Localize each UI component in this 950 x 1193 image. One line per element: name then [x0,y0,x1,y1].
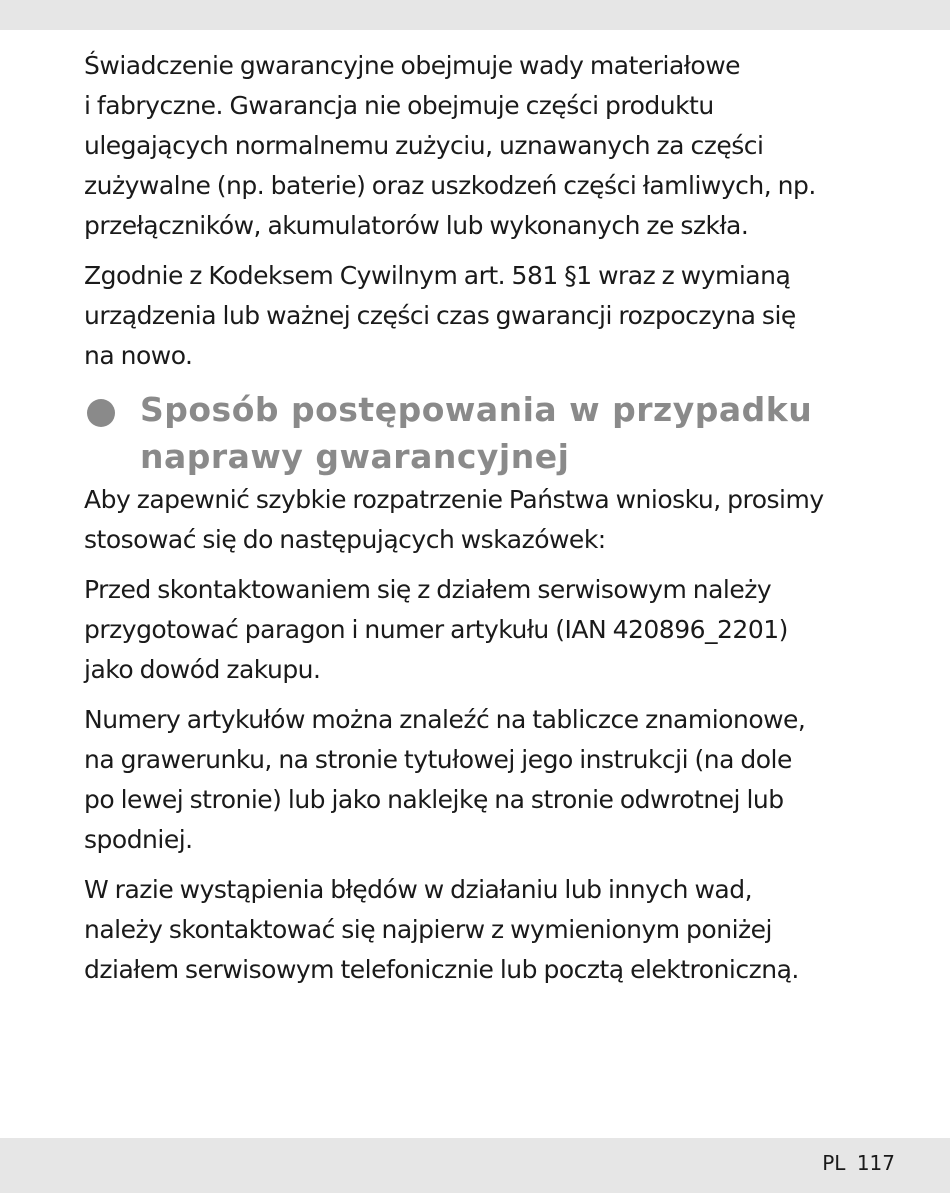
paragraph-contact-service [84,870,884,990]
text-line: na grawerunku, na stronie tytułowej jego instrukcji (na dole [84,745,792,774]
text-line: na nowo. [84,341,193,370]
page-number: 117 [856,1151,895,1175]
text-line: Aby zapewnić szybkie rozpatrzenie Państwa wniosku, prosimy [84,485,824,514]
text-line: przygotować paragon i numer artykułu (IAN 420896_2201) [84,615,788,644]
paragraph-civil-code [84,256,884,376]
text-line: Numery artykułów można znaleźć na tabliczce znamionowe, [84,705,806,734]
text-line: działem serwisowym telefonicznie lub pocztą elektroniczną. [84,955,799,984]
language-code: PL [822,1151,846,1175]
text-line: Przed skontaktowaniem się z działem serwisowym należy [84,575,772,604]
text-line: jako dowód zakupu. [84,655,321,684]
section-heading [84,386,884,480]
text-line: Świadczenie gwarancyjne obejmuje wady materiałowe [84,51,741,80]
text-line: przełączników, akumulatorów lub wykonanych ze szkła. [84,211,749,240]
text-line: W razie wystąpienia błędów w działaniu lub innych wad, [84,875,753,904]
paragraph-warranty-scope [84,46,884,246]
text-line: i fabryczne. Gwarancja nie obejmuje części produktu [84,91,714,120]
paragraph-intro [84,480,884,560]
text-line: ulegających normalnemu zużyciu, uznawanych za części [84,131,764,160]
text-line: spodniej. [84,825,193,854]
bottom-band [0,1138,950,1193]
text-line: stosować się do następujących wskazówek: [84,525,606,554]
text-line: Zgodnie z Kodeksem Cywilnym art. 581 §1 wraz z wymianą [84,261,791,290]
section-title-line: naprawy gwarancyjnej [140,437,570,476]
text-line: po lewej stronie) lub jako naklejkę na stronie odwrotnej lub [84,785,784,814]
top-band [0,0,950,30]
paragraph-receipt [84,570,884,690]
paragraph-article-numbers [84,700,884,860]
page-footer [822,1151,895,1175]
document-body [84,46,884,1000]
bullet-icon [87,399,115,427]
text-line: należy skontaktować się najpierw z wymienionym poniżej [84,915,772,944]
section-title-line: Sposób postępowania w przypadku [140,390,813,429]
section-title [140,386,884,480]
text-line: zużywalne (np. baterie) oraz uszkodzeń części łamliwych, np. [84,171,816,200]
text-line: urządzenia lub ważnej części czas gwarancji rozpoczyna się [84,301,796,330]
